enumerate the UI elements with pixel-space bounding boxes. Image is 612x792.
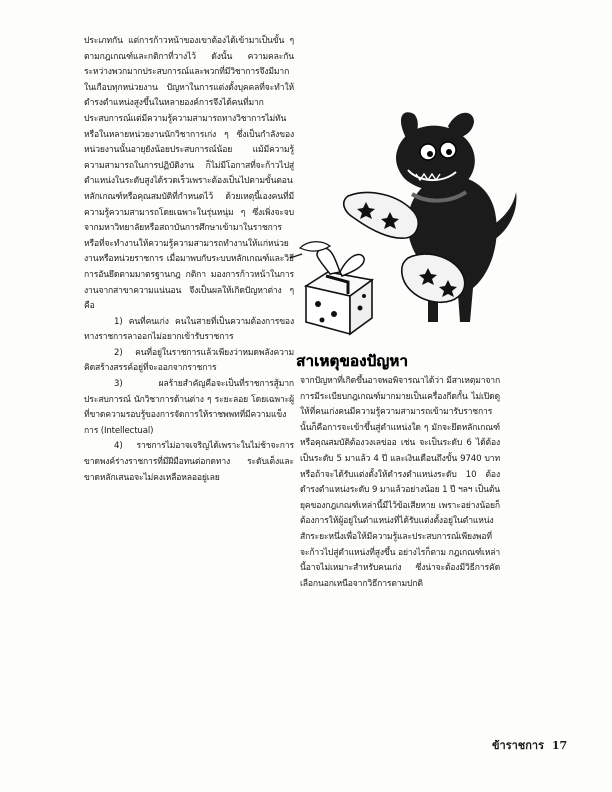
cartoon-dog-holding-gift-icon: [288, 108, 520, 340]
page-footer: [492, 736, 571, 754]
right-paragraph: จากปัญหาที่เกิดขึ้นอาจพอพิจารณาได้ว่า มีสาเหตุมาจากการมีระเบียบกฎเกณฑ์มากมายเป็นเครื่องกีดกั้น ไม่เปิดดูให้ที่คนเก่งคนมีความรู้ความสามารถเข้ามารับราชการ นั้นก็คือการจะเข้าขึ้นสู่ตำแหน่งใด ๆ มักจะยึดหลักเกณฑ์หรือคุณสมบัติต้องวงเลข่ออ เช่น จะเป็นระดับ 6 ได้ต้องเป็นระดับ 5 มาแล้ว 4 ปี และเงินเดือนถึงขั้น 9740 บาท หรือถ้าจะได้รับแต่งตั้งให้ดำรงตำแหน่งระดับ 10 ต้องดำรงตำแหน่งระดับ 9 มาแล้วอย่างน้อย 1 ปี ฯลฯ เป็นต้น ยุคของกฎเกณฑ์เหล่านี้มีไว้ข้อเสียหาย เพราะอย่างน้อยก็ต้องการให้ผู้อยู่ในตำแหน่งที่ได้รับแต่งตั้งอยู่ในตำแหน่งสักระยะหนึ่งเพื่อให้มีความรู้และประสบการณ์เพียงพอที่จะก้าวไปสู่ตำแหน่งที่สูงขึ้น อย่างไรก็ตาม กฎเกณฑ์เหล่านี้อาจไม่เหมาะสำหรับคนเก่ง ซึ่งน่าจะต้องมีวิธีการคัดเลือกนอกเหนือจากวิธีการตามปกติ: [300, 376, 501, 589]
section-heading: สาเหตุของปัญหา: [296, 352, 408, 370]
list-item-3: 3) ผลร้ายสำคัญคือจะเป็นที่ราชการสู้มากประสบการณ์ นักวิชาการด้านต่าง ๆ ระยะลอย โดยเฉพาะผู้ที่ขาดความรอบรู้ของการจัดการให้ราชพพทที่มีความแข็งการ (Intellectual): [84, 379, 294, 436]
right-text-column: [300, 374, 500, 592]
publication-name: ข้าราชการ: [492, 739, 544, 752]
list-item-4: 4) ราชการไม่อาจเจริญได้เพราะในไม่ช้าจะการขาดพงค์ร่างราชการที่มีฝีมือทนต่อกดทาง ระดับเต็งและขาดหลักเสนอจะไม่คงเหลือหลออยู่เลย: [84, 441, 294, 483]
list-item-1: 1) คนที่คนเก่ง คนในสายที่เป็นความต้องการของทางราชการลาออกไม่อยากเข้ารับราชการ: [84, 316, 294, 343]
list-item-2: 2) คนที่อยู่ในราชการแล้วเพียงว่าหมดพลังความคิดสร้างสรรค์อยู่ที่จะออกจากราชการ: [84, 347, 294, 374]
left-paragraph-intro: ประเภทกัน แต่การก้าวหน้าของเขาต้องได้เข้ามาเป็นขั้น ๆ ตามกฎเกณฑ์และกติกาที่วางไว้ ดังนั้น ความคละกัน ระหว่างพวกมากประสบการณ์และพวกที่มีวิชาการจึงมีมากในเกือบทุกหน่วยงาน ปัญหาในการแต่งตั้งบุคคลที่จะทำให้ดำรงตำแหน่งสูงขึ้นในหลายองค์การจึงได้คนที่มากประสบการณ์แต่มีความรู้ความสามารถทางวิชาการไม่ทันหรือในหลายหน่วยงานนักวิชาการเก่ง ๆ ซึ่งเป็นกำลังของหน่วยงานนั้นอายุยังน้อยประสบการณ์น้อย แม้มีความรู้ความสามารถในการปฏิบัติงาน ก็ไม่มีโอกาสที่จะก้าวไปสู่ตำแหน่งในระดับสูงได้รวดเร็วเพราะต้องเป็นไปตามขั้นตอนหลักเกณฑ์หรือคุณสมบัติที่กำหนดไว้ ด้วยเหตุนี้เองคนที่มีความรู้ความสามารถโดยเฉพาะในรุ่นหนุ่ม ๆ ซึ่งเพิ่งจะจบจากมหาวิทยาลัยหรือสถาบันการศึกษาเข้ามาในราชการหรือที่จะทำงานให้ความรู้ความสามารถทำงานให้แก่หน่วยงานหรือหน่วยราชการ เมื่อมาพบกับระบบหลักเกณฑ์และวิธีการอันยึดตามมาตรฐานกฎ กติกา มองการก้าวหน้าในการงานจากสาขาความแน่นอน จึงเป็นผลให้เกิดปัญหาต่าง ๆ คือ: [84, 36, 294, 312]
page-number: 17: [551, 739, 568, 752]
left-text-column: [84, 34, 294, 486]
